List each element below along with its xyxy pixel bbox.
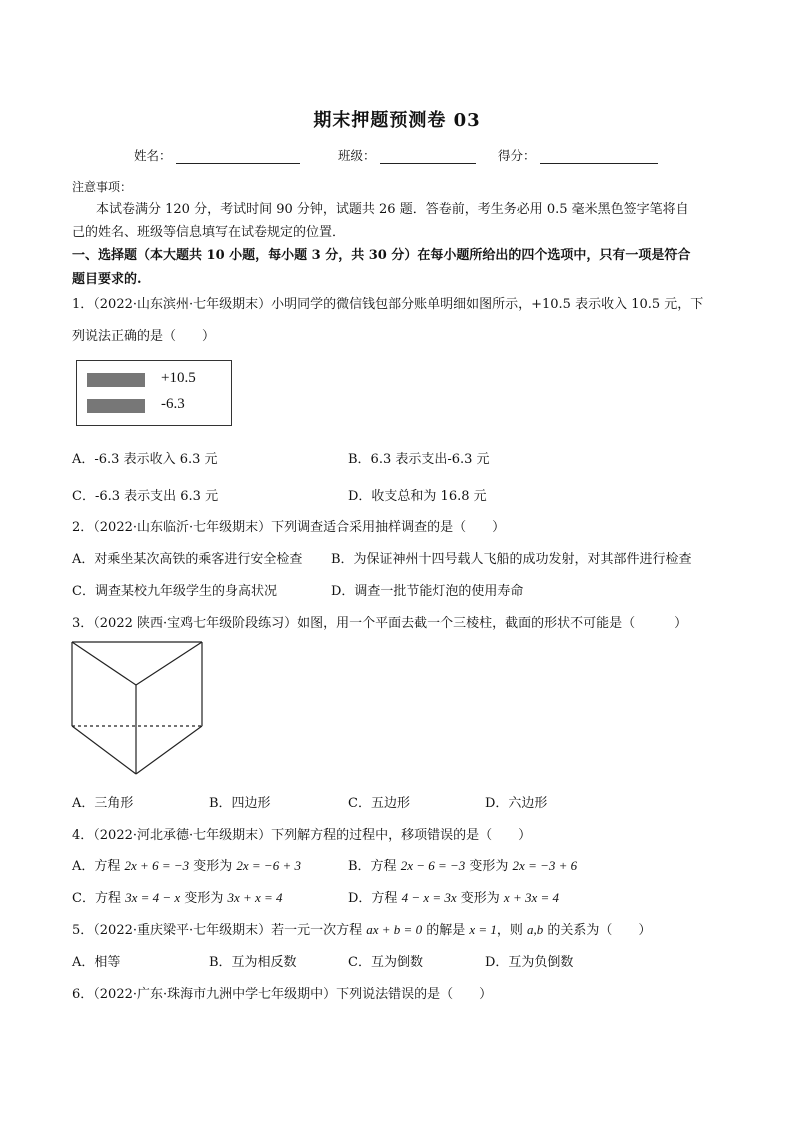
score-blank xyxy=(540,150,658,164)
q4-option-d xyxy=(348,887,559,906)
wallet-bill-figure xyxy=(76,360,232,426)
q4-c-result: 3x + x = 4 xyxy=(227,890,283,905)
prism-bottom-left-edge xyxy=(72,726,136,774)
name-blank xyxy=(176,150,300,164)
q3-stem: 3．（2022 陕西·宝鸡七年级阶段练习）如图，用一个平面去截一个三棱柱，截面的形状不可能是（ ） xyxy=(72,616,688,631)
q5-stem-suffix: 的关系为（ ） xyxy=(543,923,652,938)
q4-option-c xyxy=(72,887,283,906)
prism-top-right-edge xyxy=(136,642,202,685)
notice-line-1: 本试卷满分 120 分，考试时间 90 分钟，试题共 26 题．答卷前，考生务必用 0.5 毫米黑色签字笔将自 xyxy=(96,202,689,217)
q4-b-result: 2x = −3 + 6 xyxy=(512,858,578,873)
q4-a-equation: 2x + 6 = −3 xyxy=(124,858,190,873)
q4-b-equation: 2x − 6 = −3 xyxy=(400,858,466,873)
q5-option-a: A．相等 xyxy=(72,955,121,970)
class-blank xyxy=(380,150,476,164)
q4-b-mid: 变形为 xyxy=(465,859,513,874)
bill-bar-2 xyxy=(87,399,145,413)
name-label: 姓名： xyxy=(134,148,172,163)
q5-stem-mid: 的解是 xyxy=(422,923,470,938)
q5-stem-prefix: 5．（2022·重庆梁平·七年级期末）若一元一次方程 xyxy=(72,923,367,938)
q3-option-a: A．三角形 xyxy=(72,796,134,811)
prism-bottom-right-edge xyxy=(136,726,202,774)
bill-value-2: -6.3 xyxy=(161,396,185,412)
q4-stem: 4．（2022·河北承德·七年级期末）下列解方程的过程中，移项错误的是（ ） xyxy=(72,828,532,843)
q4-d-result: x + 3x = 4 xyxy=(503,890,560,905)
q2-option-c: C．调查某校九年级学生的身高状况 xyxy=(72,584,277,599)
q1-option-c: C．-6.3 表示支出 6.3 元 xyxy=(72,489,219,504)
q2-option-d: D．调查一批节能灯泡的使用寿命 xyxy=(331,584,524,599)
name-field xyxy=(134,146,300,164)
q5-stem xyxy=(72,919,651,938)
triangular-prism-figure xyxy=(68,640,208,780)
class-label: 班级： xyxy=(338,148,376,163)
q4-d-prefix: D．方程 xyxy=(348,891,402,906)
section-heading-line-1: 一、选择题（本大题共 10 小题，每小题 3 分，共 30 分）在每小题所给出的四个选项中，只有一项是符合 xyxy=(72,248,691,263)
q4-a-result: 2x = −6 + 3 xyxy=(236,858,301,873)
notice-heading: 注意事项： xyxy=(72,180,133,194)
prism-top-left-edge xyxy=(72,642,136,685)
q3-option-c: C．五边形 xyxy=(348,796,410,811)
bill-bar-1 xyxy=(87,373,145,387)
score-label: 得分： xyxy=(498,148,536,163)
q4-b-prefix: B．方程 xyxy=(348,859,401,874)
q2-option-a: A．对乘坐某次高铁的乘客进行安全检查 xyxy=(72,552,303,567)
q1-option-b: B．6.3 表示支出-6.3 元 xyxy=(348,452,490,467)
q4-d-mid: 变形为 xyxy=(456,891,504,906)
q5-option-d: D．互为负倒数 xyxy=(485,955,574,970)
q4-a-prefix: A．方程 xyxy=(72,859,125,874)
class-field xyxy=(338,146,476,164)
q4-c-equation: 3x = 4 − x xyxy=(125,890,181,905)
page-title: 期末押题预测卷 03 xyxy=(313,110,481,131)
q4-c-mid: 变形为 xyxy=(180,891,228,906)
q2-option-b: B．为保证神州十四号载人飞船的成功发射，对其部件进行检查 xyxy=(331,552,692,567)
section-heading-line-2: 题目要求的. xyxy=(72,272,142,287)
q1-option-a: A．-6.3 表示收入 6.3 元 xyxy=(72,452,218,467)
q4-c-prefix: C．方程 xyxy=(72,891,126,906)
q4-a-mid: 变形为 xyxy=(189,859,237,874)
q1-option-d: D．收支总和为 16.8 元 xyxy=(348,489,487,504)
q4-option-b xyxy=(348,855,577,874)
q2-stem: 2．（2022·山东临沂·七年级期末）下列调查适合采用抽样调查的是（ ） xyxy=(72,520,506,535)
q5-solution: x = 1 xyxy=(469,922,497,937)
q3-option-b: B．四边形 xyxy=(209,796,271,811)
q5-variables: a,b xyxy=(527,922,544,937)
q1-stem-line-2: 列说法正确的是（ ） xyxy=(72,329,216,344)
q4-d-equation: 4 − x = 3x xyxy=(401,890,457,905)
q4-option-a xyxy=(72,855,301,874)
notice-line-2: 己的姓名、班级等信息填写在试卷规定的位置． xyxy=(72,225,346,240)
bill-value-1: +10.5 xyxy=(161,370,196,386)
q5-equation: ax + b = 0 xyxy=(366,922,423,937)
q5-option-c: C．互为倒数 xyxy=(348,955,423,970)
q3-option-d: D．六边形 xyxy=(485,796,548,811)
q5-stem-mid2: ，则 xyxy=(496,923,528,938)
q1-stem-line-1: 1．（2022·山东滨州·七年级期末）小明同学的微信钱包部分账单明细如图所示，+10.5 表示收入 10.5 元，下 xyxy=(72,297,704,312)
q5-option-b: B．互为相反数 xyxy=(209,955,297,970)
q6-stem: 6．（2022·广东·珠海市九洲中学七年级期中）下列说法错误的是（ ） xyxy=(72,987,493,1002)
score-field xyxy=(498,146,658,164)
